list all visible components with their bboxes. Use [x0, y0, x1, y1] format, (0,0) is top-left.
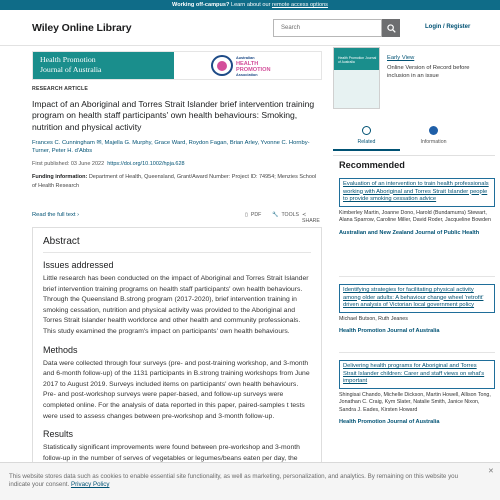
recommended-item-authors: Kimberley Martin, Joanne Dono, Harold (Bundamurra) Stewart, Alana Sparrow, Caroline Miller, David Roder, Jacqueline Bowden — [339, 209, 491, 224]
first-published-date: 03 June 2022 — [70, 161, 105, 168]
assoc-big1: HEALTH — [236, 60, 259, 67]
journal-banner[interactable] — [32, 51, 322, 80]
divider — [339, 352, 495, 353]
remote-access-link[interactable]: remote access options — [272, 2, 328, 8]
recommended-item-journal[interactable]: Health Promotion Journal of Australia — [339, 328, 440, 335]
search-icon — [387, 24, 396, 33]
remote-access-banner — [0, 0, 500, 10]
related-icon — [362, 126, 371, 135]
recommended-item — [339, 360, 495, 427]
tools-button[interactable]: 🔧 TOOLS — [272, 212, 299, 218]
sidebar-tabs — [333, 123, 467, 151]
share-icon: ≺ — [302, 212, 307, 218]
search-placeholder: Search — [281, 25, 301, 31]
recommended-item-title[interactable]: Evaluation of an intervention to train health professionals working with Aboriginal and Torres Strait Islander people to provide smoking cessation advice — [339, 178, 495, 207]
cookie-banner — [0, 462, 500, 500]
wiley-logo[interactable]: Wiley Online Library — [32, 22, 132, 34]
remote-access-text: Learn about our — [229, 2, 273, 8]
journal-name-block — [33, 52, 174, 79]
search-button[interactable] — [382, 19, 400, 37]
cover-title: Health Promotion Journal of Australia — [338, 56, 377, 64]
recommended-item — [339, 284, 495, 336]
tab-related[interactable]: Related — [333, 123, 400, 151]
recommended-item — [339, 178, 495, 237]
assoc-small1: Australian — [236, 56, 255, 60]
author-list[interactable]: Frances C. Cunningham ✉, Majella G. Murphy, Grace Ward, Roydon Fagan, Brian Arley, Yvonne C. Hornby-Turner, Peter H. d'Abbs — [32, 139, 310, 155]
info-icon — [429, 126, 438, 135]
recommended-item-journal[interactable]: Australian and New Zealand Journal of Public Health — [339, 229, 480, 236]
search-input[interactable] — [273, 19, 382, 37]
association-seal-icon — [211, 55, 233, 76]
abstract-heading-results: Results — [43, 429, 74, 440]
article-title: Impact of an Aboriginal and Torres Strait Islander brief intervention training program on health staff participants' own health behaviours: Smoking, nutrition and physical activity — [32, 99, 315, 132]
login-register-link[interactable]: Login / Register — [425, 24, 471, 30]
abstract-section — [32, 227, 322, 500]
cookie-text: This website stores data such as cookies to enable essential site functionality, as well as marketing, personalization, and analytics. By remaining on this website you indicate your consent. Privacy Policy — [9, 473, 459, 489]
remote-access-bold: Working off-campus? — [172, 2, 230, 8]
journal-cover[interactable] — [333, 47, 380, 109]
pdf-icon: ▯ — [245, 212, 248, 218]
abstract-title: Abstract — [43, 236, 311, 253]
early-view-description: Online Version of Record before inclusion in an issue — [387, 65, 470, 79]
site-header — [0, 10, 500, 46]
journal-name-line2: Journal of Australia — [40, 64, 102, 74]
assoc-small2: Association — [236, 72, 258, 77]
doi-link[interactable]: https://doi.org/10.1002/hpja.628 — [107, 161, 185, 168]
publication-info — [32, 161, 322, 167]
recommended-item-authors: Michael Butson, Ruth Jeanes — [339, 315, 408, 322]
divider — [339, 276, 495, 277]
early-view-link[interactable]: Early View — [387, 55, 415, 61]
share-button[interactable]: ≺SHARE — [302, 212, 320, 224]
close-icon[interactable]: ✕ — [488, 468, 494, 475]
wrench-icon: 🔧 — [272, 212, 279, 218]
recommended-item-title[interactable]: Delivering health programs for Aboriginal and Torres Strait Islander children: Carer and staff views on what's important — [339, 360, 495, 389]
journal-name-line1: Health Promotion — [40, 55, 96, 64]
tab-information[interactable]: Information — [400, 123, 467, 151]
abstract-text-issues: Little research has been conducted on the impact of Aboriginal and Torres Strait Islander brief intervention training programs on health staff participants' own health behaviours. Through the Queensland B.strong program (2017-2020), brief intervention training in smoking cessation, nutrition and physical activity was provided to the Aboriginal and Torres Strait Islander health workforce and other health and community professionals. This study examined the program's impact on participants' own health behaviours. — [43, 275, 309, 335]
chevron-right-icon: › — [77, 212, 80, 218]
first-published-label: First published: — [32, 161, 71, 168]
recommended-title: Recommended — [339, 160, 405, 170]
recommended-item-title[interactable]: Identifying strategies for facilitating physical activity among older adults: A behaviour change wheel 'retrofit' driven analysis of Victorian local government policy — [339, 284, 495, 313]
recommended-item-authors: Shingisai Chando, Michelle Dickson, Martin Howell, Allison Tong, Jonathan C. Craig, Kym Slater, Natalie Smith, Janice Nixon, Sandra J. Eades, Kirsten Howard — [339, 391, 491, 413]
abstract-text-methods: Data were collected through four surveys (pre- and post-training workshop, and 3-month and 6-month follow-up) of the 1131 participants in B.strong training workshops from June 2017 to August 2019. Surveys included items on participants' own health behaviours. Pre- and post-workshop surveys were paper-based, and follow-up surveys were completed online. For the analysis of data reported in this paper, paired-samples t tests were used to assess changes between pre-workshop and 3-month follow-up. — [43, 359, 310, 420]
pdf-button[interactable]: ▯ PDF — [245, 212, 262, 218]
privacy-policy-link[interactable]: Privacy Policy — [70, 481, 110, 489]
assoc-big2: PROMOTION — [236, 66, 271, 73]
funding-text: Department of Health, Queensland, Grant/Award Number: Project ID: 74954; Menzies School of Health Research — [32, 174, 317, 189]
recommended-item-journal[interactable]: Health Promotion Journal of Australia — [339, 419, 440, 426]
abstract-text-results: Statistically significant improvements were found between pre-workshop and 3-month follow-up in the number of serves of vegetables or legumes/beans eaten per day, the — [43, 444, 300, 462]
read-full-text-link[interactable]: Read the full text › — [32, 212, 80, 218]
article-tools — [32, 210, 322, 222]
abstract-heading-methods: Methods — [43, 344, 78, 355]
abstract-heading-issues: Issues addressed — [43, 260, 114, 270]
recommended-panel — [333, 155, 495, 500]
association-logo — [211, 54, 291, 78]
article-type: RESEARCH ARTICLE — [32, 86, 89, 92]
funding-info — [32, 173, 322, 190]
article-header — [32, 86, 322, 190]
funding-label: Funding information: — [32, 174, 88, 181]
